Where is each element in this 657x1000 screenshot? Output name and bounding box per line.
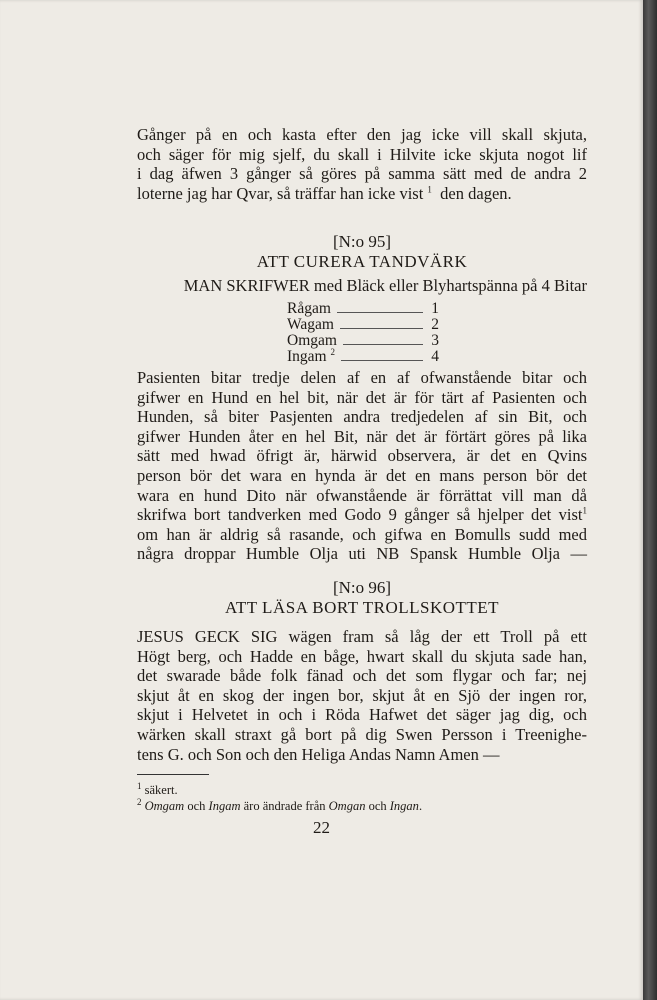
entry-intro-95: MAN SKRIFWER med Bläck eller Blyhartspänna på 4 Bitar [183, 276, 587, 295]
text-line: några droppar Humble Olja uti NB Spansk Humble Olja — [137, 544, 587, 564]
text-line [137, 184, 587, 204]
text-line: och säger för mig sjelf, du skall i Hilvite icke skjuta nogot lif [137, 144, 587, 164]
text-line: gifwer en Hund en hel bit, när det är för tärt af Pasienten och [137, 387, 587, 407]
list-number: 1 [431, 300, 439, 317]
page-number: 22 [313, 818, 330, 837]
text-line: wärken skall straxt gå bort på dig Swen Persson i Treenighe- [137, 724, 587, 744]
list-number: 3 [431, 332, 439, 349]
text-line: sätt med hwad öfrigt är, härwid observera, är det en Qvins [137, 446, 587, 466]
list-item [287, 333, 439, 349]
text-fragment: loterne jag har Qvar, så träffar han icke vist [137, 183, 424, 203]
book-edge [643, 0, 657, 1000]
footnote-text: och [184, 799, 209, 813]
footnote-1 [137, 782, 422, 798]
text-line: Gånger på en och kasta efter den jag icke vill skall skjuta, [137, 125, 587, 144]
list-word: Ingam [287, 348, 327, 365]
leader-line [343, 344, 423, 345]
text-line: skjut åt en skog der ingen bor, skjut åt en Sjö der ingen ror, [137, 685, 587, 705]
list-word: Rågam [287, 300, 331, 317]
list-item [287, 301, 439, 317]
section-1-paragraph [137, 125, 587, 203]
entry-number-95: [N:o 95] [332, 232, 392, 251]
text-line: det swarade både folk fänad och det som flygar och far; nej [137, 666, 587, 686]
text-line: skjut i Helvetet in och i Röda Hafwet det säger jag dig, och [137, 705, 587, 725]
footnote-text: säkert. [144, 783, 178, 797]
footnote-text: . [418, 799, 423, 813]
footnote-word: Ingan [389, 799, 419, 813]
footnote-word: Omgan [328, 799, 366, 813]
text-line: JESUS GECK SIG wägen fram så låg der ett Troll på ett [137, 627, 587, 646]
footnote-word: Ingam [208, 799, 241, 813]
text-line [137, 505, 587, 525]
leader-line [340, 328, 423, 329]
text-line: om han är aldrig så rasande, och gifwa en Bomulls sudd med [137, 524, 587, 544]
footnote-ref: 1 [427, 184, 432, 195]
text-line: Högt berg, och Hadde en båge, hwart skall du skjuta sade han, [137, 646, 587, 666]
text-line: i dag äfwen 3 gånger så göres på samma sätt med de andra 2 [137, 164, 587, 184]
list-item [287, 317, 439, 333]
list-item [287, 346, 439, 365]
text-line: wara en hund Dito när ofwanstående är förrättat vill man då [137, 485, 587, 505]
list-number: 4 [431, 348, 439, 365]
text-line: tens G. och Son och den Heliga Andas Namn Amen — [137, 744, 500, 764]
footnote-text: äro ändrade från [240, 799, 329, 813]
footnote-text: och [365, 799, 390, 813]
section-2-paragraph [137, 368, 587, 564]
list-word: Wagam [287, 316, 334, 333]
text-line: Pasienten bitar tredje delen af en af ofwanstående bitar och [137, 368, 587, 387]
text-line: Hunden, så biter Pasjenten andra tredjedelen af sin Bit, och [137, 407, 587, 427]
footnote-ref: 1 [582, 505, 587, 516]
entry-title-95: ATT CURERA TANDVÄRK [256, 252, 468, 271]
list-word: Omgam [287, 332, 337, 349]
footnote-mark: 1 [137, 780, 142, 791]
leader-line [341, 360, 423, 361]
text-fragment: skrifwa bort tandverken med Godo 9 gånger så hjelper det vist [137, 505, 583, 525]
text-fragment: den dagen. [440, 183, 512, 203]
footnote-divider [137, 774, 209, 775]
footnote-2 [137, 798, 422, 814]
footnote-ref: 2 [330, 346, 335, 357]
footnotes [137, 782, 422, 814]
text-line: person bör det wara en hynda är det en mans person bör det [137, 465, 587, 485]
footnote-mark: 2 [137, 796, 142, 807]
list-number: 2 [431, 316, 439, 333]
entry-title-96: ATT LÄSA BORT TROLLSKOTTET [224, 598, 500, 617]
leader-line [337, 312, 423, 313]
entry-number-96: [N:o 96] [332, 578, 392, 597]
section-3-paragraph [137, 627, 587, 764]
footnote-word: Omgam [144, 799, 185, 813]
text-line: gifwer Hunden åter en hel Bit, när det är förtärt göres på lika [137, 426, 587, 446]
word-list [287, 301, 439, 365]
